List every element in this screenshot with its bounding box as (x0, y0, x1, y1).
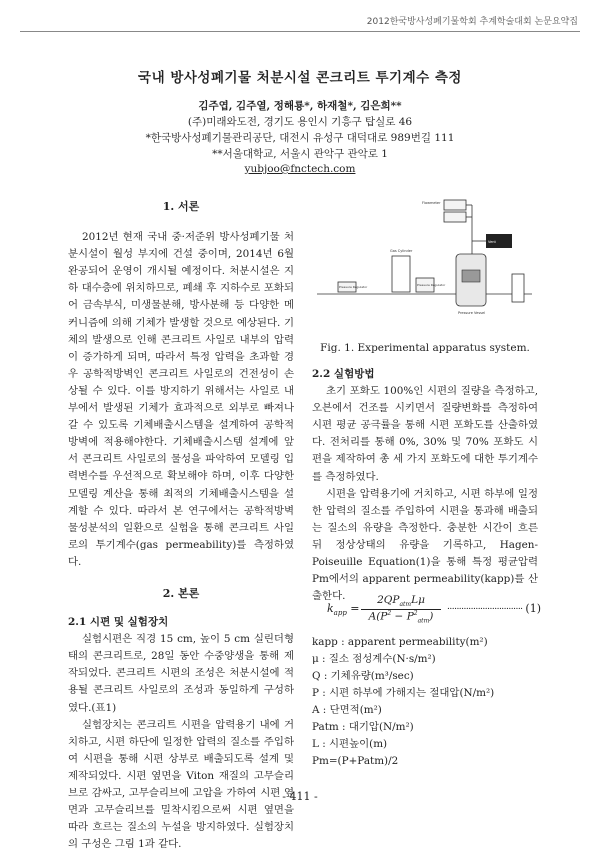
apparatus-diagram (312, 194, 538, 334)
label-vent: Vent (488, 240, 496, 244)
affiliation-3: **서울대학교, 서울시 관악구 관악로 1 (212, 148, 388, 160)
flowmeter-box-2 (444, 212, 466, 222)
subsection-2-2-heading: 2.2 실험방법 (312, 368, 375, 380)
right-column (312, 366, 538, 605)
paragraph-2-1b: 실험장치는 콘크리트 시편을 압력용기 내에 거치하고, 시편 하단에 일정한 압력의 질소를 주입하여 시편을 통해 시편 상부로 배출되도록 설계 및 제작되었다. 시편 옆면을 Viton 재질의 고무슬리브로 감싸고, 고무슬리브에 고압을 가하여 시편 옆면과 고무슬리브를 밀착시킴으로써 시편 옆면을 따라 흐르는 질소의 누설을 방지하였다. 실험장치의 구성은 그림 1과 같다. (68, 718, 294, 851)
label-pressure-vessel: Pressure Vessel (458, 311, 486, 315)
equation-dots: ................................ (447, 602, 523, 612)
equation-number: (1) (525, 602, 541, 615)
left-column (68, 198, 294, 853)
affiliation-2: *한국방사성폐기물관리공단, 대전시 유성구 대덕대로 989번길 111 (145, 132, 455, 144)
section-body-heading: 2. 본론 (162, 586, 200, 600)
label-gas-cylinder: Gas Cylinder (390, 249, 413, 253)
subsection-2-1-heading: 2.1 시편 및 실험장치 (68, 616, 169, 629)
page-number: - 411 - (282, 790, 318, 803)
email-link[interactable]: yubjoo@fnctech.com (244, 163, 356, 175)
label-regulator-2: Pressure Regulator (417, 283, 446, 287)
equation-1 (327, 594, 541, 625)
affiliation-1: (주)미래와도전, 경기도 용인시 기흥구 탑실로 46 (187, 116, 413, 128)
authors: 김주엽, 김주열, 정해룡*, 하재철*, 김은희** (198, 100, 402, 112)
apparatus-figure (312, 194, 538, 334)
figure-bg (312, 194, 538, 334)
paragraph-2-2b: 시편을 압력용기에 거치하고, 시편 하부에 일정한 압력의 질소를 주입하여 시편을 통과해 배출되는 질소의 유량을 측정한다. 충분한 시간이 흐른 뒤 정상상태의 유량을 기록하고, Hagen-Poiseuille Equation(1)을 통해 특정 평균압력 Pm에서의 apparent permeability(kapp)를 산출한다. (312, 487, 538, 603)
var-kapp: kapp : apparent permeability(m²) (312, 636, 488, 648)
n2-cylinder (512, 274, 524, 302)
var-mu: μ : 질소 점성계수(N·s/m²) (312, 653, 436, 665)
var-q: Q : 기체유량(m³/sec) (312, 670, 414, 682)
var-p: P : 시편 하부에 가해지는 절대압(N/m²) (312, 687, 495, 699)
equation-fraction (361, 594, 441, 625)
gas-cylinder (392, 256, 410, 292)
equation-denominator: $A(P^2 - P^2_{atm})$ (368, 610, 434, 625)
header-rule (20, 31, 580, 32)
label-flowmeter: Flowmeter (422, 201, 441, 205)
variable-list (312, 634, 542, 770)
var-l: L : 시편높이(m) (312, 738, 388, 750)
email-line (0, 163, 600, 175)
var-a: A : 단면적(m²) (312, 704, 382, 716)
paragraph-2-2a: 초기 포화도 100%인 시편의 질량을 측정하고, 오븐에서 건조를 시키면서 질량변화를 측정하여 시편 평균 공극률을 통해 시편 포화도를 산출하였다. 전처리를 통해 0%, 30% 및 70% 포화도 시편을 제작하여 총 세 가지 포화도에 대한 투기계수를 측정하였다. (312, 385, 538, 483)
var-pm: Pm=(P+Patm)/2 (312, 755, 399, 767)
section-intro-heading: 1. 서론 (162, 200, 200, 213)
var-patm: Patm : 대기압(N/m²) (312, 721, 414, 733)
paper-title: 국내 방사성폐기물 처분시설 콘크리트 투기계수 측정 (138, 70, 462, 86)
figure-caption: Fig. 1. Experimental apparatus system. (320, 342, 530, 354)
equation-lhs: $k_{app}$ = (327, 602, 360, 618)
conference-header: 2012한국방사성폐기물학회 추계학술대회 논문요약집 (366, 17, 578, 27)
intro-paragraph: 2012년 현재 국내 중·저준위 방사성폐기물 처분시설이 월성 부지에 건설 중이며, 2014년 6월 완공되어 운영이 개시될 예정이다. 처분시설은 지하 대수층에 위치하므로, 폐쇄 후 지하수로 포화되어 금속부식, 미생물분해, 방사분해 등 다양한 메커니즘에 의해 기체가 발생할 것으로 예상된다. 기체의 발생으로 인해 콘크리트 사일로 내부의 압력이 증가하게 되며, 따라서 특정 압력을 초과할 경우 공학적방벽인 콘크리트 사일로의 건전성이 손상될 수 있다. 이를 방지하기 위해서는 사일로 내부에서 발생된 기체가 효과적으로 외부로 빠져나갈 수 있도록 기체배출시스템을 설계하여 공학적방벽에 적용해야한다. 기체배출시스템 설계에 앞서 콘크리트 사일로의 물성을 파악하여 모델링 입력변수를 우선적으로 확보해야 하며, 이후 다양한 모델링 계산을 통해 최적의 기체배출시스템을 설계할 수 있다. 따라서 본 연구에서는 공학적방벽 물성분석의 일환으로 실험을 통해 콘크리트 사일로의 투기계수(gas permeability)를 측정하였다. (68, 231, 294, 568)
flowmeter-box-1 (444, 200, 466, 210)
equation-numerator: $2QP_{atm}L\mu$ (361, 594, 441, 610)
specimen (462, 270, 480, 282)
label-regulator-1: Pressure Regulator (339, 285, 368, 289)
paragraph-2-1a: 실험시편은 직경 15 cm, 높이 5 cm 실린더형태의 콘크리트로, 28일 동안 수중양생을 통해 제작되었다. 콘크리트 시편의 조성은 처분시설에 적용될 콘크리트 사일로의 조성과 동일하게 구성하였다.(표1) (68, 633, 294, 714)
